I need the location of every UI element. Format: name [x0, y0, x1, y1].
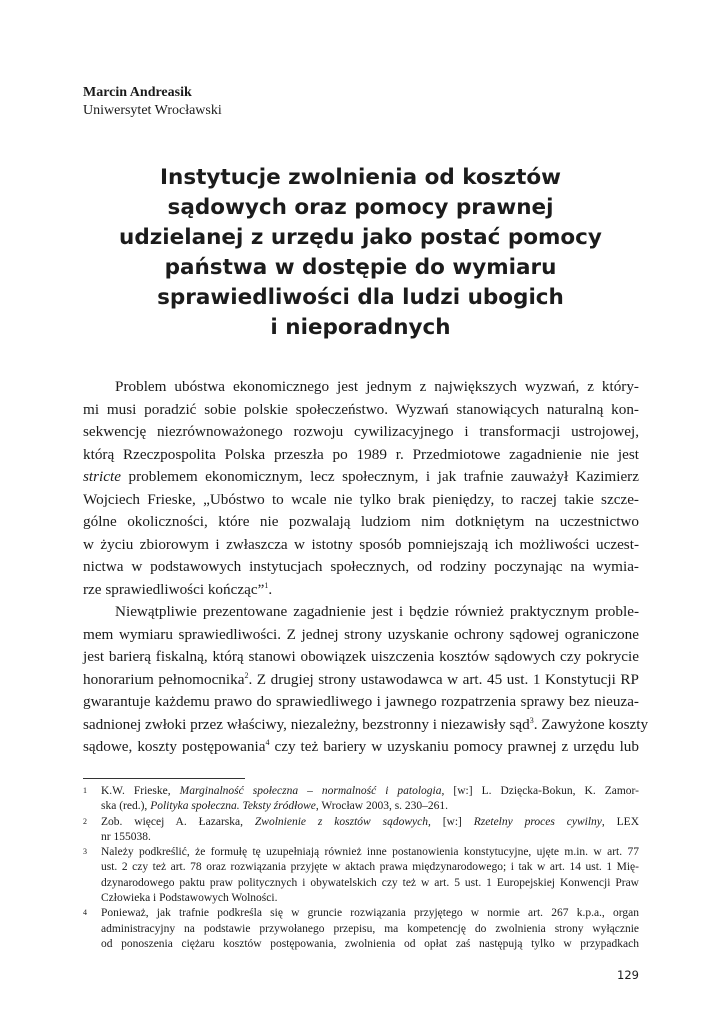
text-line [83, 466, 639, 489]
text-fragment: K.W. Frieske, [101, 785, 180, 797]
title-line: państwa w dostępie do wymiaru [164, 255, 557, 280]
text-line [83, 736, 639, 759]
article-body [83, 376, 649, 759]
title-line: sprawiedliwości dla ludzi ubogich [157, 285, 564, 310]
text-line: mi musi poradzić sobie polskie społeczeństwo. Wyzwań stanowiących naturalną kon- [83, 400, 639, 418]
footnote-line [101, 784, 639, 799]
author-block [83, 84, 222, 120]
text-fragment: [w:] [430, 815, 474, 828]
footnote-number: 1 [83, 786, 87, 795]
text-line: Niewątpliwie prezentowane zagadnienie jest i będzie również praktycznym proble- [115, 603, 639, 620]
text-line: Problem ubóstwa ekonomicznego jest jednym z największych wyzwań, z który- [115, 378, 639, 395]
text-fragment: . Z drugiej strony ustawodawca w art. 45 ust. 1 Konstytucji RP [248, 670, 639, 688]
footnote-line [101, 799, 639, 814]
author-affiliation: Uniwersytet Wrocławski [83, 103, 222, 118]
footnote-ref: 4 [265, 737, 270, 747]
text-line [83, 714, 649, 737]
italic-title: Zwolnienie z kosztów sądowych, [254, 815, 431, 828]
article-title [83, 163, 638, 343]
footnote-separator [83, 778, 245, 779]
text-fragment: , [w:] L. Dzięcka-Bokun, K. Zamor- [441, 785, 639, 797]
footnotes [83, 784, 639, 952]
footnote-line: ust. 2 czy też art. 78 oraz rozwiązania przyjęte w aktach prawa międzynarodowego; i tak w art. 14 ust. 1 Mię- [101, 861, 639, 874]
text-line: sekwencję niezrównoważonego rozwoju cywilizacyjnego i transformacji ustrojowej, [83, 423, 639, 440]
text-line: mem wymiaru sprawiedliwości. Z jednej strony uzyskanie ochrony sądowej ograniczone [83, 625, 639, 643]
footnote-line: administracyjny na podstawie przywołanego przepisu, ma kompetencję do zwolnienia strony wyłącznie [101, 922, 639, 935]
text-line: którą Rzeczpospolita Polska przeszła po 1989 r. Przedmiotowe zagadnienie nie jest [83, 445, 639, 463]
text-line: gólne okoliczności, które nie pozwalają ludziom nim dotkniętym na uczestnictwo [83, 513, 639, 530]
text-line: w życiu zbiorowym i zwłaszcza w istotny sposób pomniejszają ich możliwości uczest- [83, 535, 639, 553]
text-line [83, 579, 639, 602]
paragraph-2 [83, 601, 649, 759]
text-line: Wojciech Frieske, „Ubóstwo to wcale nie tylko brak pieniędzy, to raczej takie szcze- [83, 490, 639, 508]
text-fragment: . Zawyżone koszty [533, 715, 649, 733]
title-line: i nieporadnych [270, 315, 451, 340]
text-fragment: honorarium pełnomocnika [83, 670, 245, 688]
author-name: Marcin Andreasik [83, 85, 192, 100]
text-fragment: , Wrocław 2003, s. 230–261. [315, 800, 449, 813]
footnote-line [101, 815, 639, 830]
text-fragment: . [268, 580, 273, 598]
text-fragment: czy też bariery w uzyskaniu pomocy prawnej z urzędu lub [269, 738, 639, 755]
title-line: sądowych oraz pomocy prawnej [167, 195, 554, 220]
footnote [83, 784, 639, 815]
text-line: gwarantuje każdemu prawo do sprawiedliwego i jawnego rozpatrzenia sprawy bez nieuza- [83, 693, 639, 710]
footnote-ref: 3 [529, 715, 534, 725]
footnote [83, 845, 639, 906]
footnote-line: dzynarodowego paktu praw politycznych i obywatelskich czy też w art. 5 ust. 1 Europejskiej Konwencji Praw [101, 876, 639, 889]
footnote-line: Ponieważ, jak trafnie podkreśla się w gruncie rozwiązania przyjętego w normie art. 267 k.p.a., organ [101, 907, 639, 920]
page-number: 129 [617, 968, 639, 982]
text-fragment: sądowe, koszty postępowania [83, 738, 266, 755]
text-fragment: problemem ekonomicznym, lecz społecznym, i jak trafnie zauważył Kazimierz [120, 468, 639, 485]
footnote-ref: 1 [264, 580, 269, 590]
italic-term: stricte [83, 468, 121, 485]
text-line: nictwa w podstawowych instytucjach społecznych, od rodziny poczynając na wymia- [83, 558, 639, 575]
footnote-line: Człowieka i Podstawowych Wolności. [101, 892, 278, 905]
text-fragment: ska (red.), [101, 800, 151, 813]
footnote [83, 815, 639, 846]
footnote-ref: 2 [244, 670, 249, 680]
footnote-number: 3 [83, 847, 87, 857]
text-line [83, 669, 639, 692]
italic-title: Polityka społeczna. Teksty źródłowe [150, 800, 316, 813]
footnote-line: nr 155038. [101, 830, 151, 843]
text-fragment: sadnionej zwłoki przez właściwy, niezależny, bezstronny i niezawisły sąd [83, 715, 530, 733]
text-fragment: , LEX [601, 815, 639, 828]
footnote [83, 906, 639, 952]
italic-title: Rzetelny proces cywilny [473, 815, 602, 828]
text-line: jest barierą fiskalną, którą stanowi obowiązek uiszczenia kosztów sądowych czy pokrycie [83, 648, 639, 665]
paragraph-1 [83, 376, 639, 601]
text-fragment: Zob. więcej A. Łazarska, [101, 815, 255, 828]
text-fragment: rze sprawiedliwości kończąc” [83, 580, 265, 598]
italic-title: Marginalność społeczna – normalność i patologia [179, 785, 442, 797]
footnote-number: 2 [83, 816, 87, 826]
title-line: Instytucje zwolnienia od kosztów [160, 165, 561, 190]
footnote-number: 4 [83, 908, 87, 918]
footnote-line: od ponoszenia ciężaru kosztów postępowania, zwolnienia od opłat zaś następują tylko w przypadkach [101, 937, 639, 950]
footnote-line: Należy podkreślić, że formułę tę uzupełniają również inne postanowienia konstytucyjne, ujęte m.in. w art. 77 [101, 846, 639, 859]
title-line: udzielanej z urzędu jako postać pomocy [119, 225, 602, 250]
